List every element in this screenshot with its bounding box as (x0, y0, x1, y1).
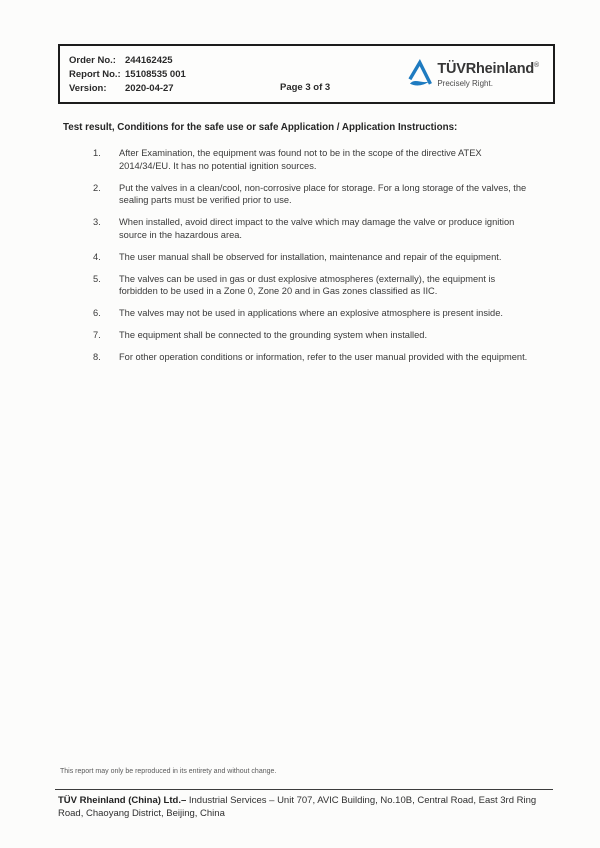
list-item (93, 351, 535, 364)
section-title: Test result, Conditions for the safe use or safe Application / Application Instructions: (63, 122, 458, 133)
list-item (93, 147, 535, 172)
item-number: 3. (93, 217, 101, 227)
conditions-list (93, 147, 535, 373)
item-number: 8. (93, 352, 101, 362)
logo-text (437, 57, 539, 88)
order-no-row (69, 54, 186, 68)
company-address (58, 794, 560, 820)
item-number: 5. (93, 273, 101, 284)
report-header-box (58, 44, 555, 104)
item-number: 7. (93, 330, 101, 340)
logo-brand (437, 57, 539, 78)
page-indicator: Page 3 of 3 (280, 82, 331, 93)
list-item (93, 329, 535, 342)
list-item (93, 182, 535, 207)
item-number: 6. (93, 308, 101, 318)
footer-divider (55, 789, 553, 790)
item-text: When installed, avoid direct impact to the valve which may damage the valve or produce ignition source in the hazardous area. (119, 217, 515, 240)
tuv-rheinland-logo (406, 57, 539, 89)
version-value: 2020-04-27 (125, 83, 174, 94)
item-text: For other operation conditions or information, refer to the user manual provided with the equipment. (119, 352, 528, 362)
list-item (93, 251, 535, 264)
item-text: The equipment shall be connected to the grounding system when installed. (119, 330, 428, 340)
report-no-value: 15108535 001 (125, 69, 186, 80)
item-number: 1. (93, 148, 101, 158)
logo-brand-name: TÜVRheinland (437, 60, 535, 77)
list-item (93, 273, 535, 298)
order-no-label: Order No.: (69, 55, 116, 66)
list-item (93, 216, 535, 241)
version-row (69, 82, 186, 96)
item-text: After Examination, the equipment was found not to be in the scope of the directive ATEX 2014/34/EU. It has no potential ignition sources. (119, 148, 482, 171)
item-text: The valves may not be used in applications where an explosive atmosphere is present inside. (119, 308, 503, 318)
report-no-label: Report No.: (69, 69, 121, 80)
registered-mark: ® (534, 62, 539, 69)
report-meta-fields (69, 54, 186, 96)
item-text: Put the valves in a clean/cool, non-corrosive place for storage. For a long storage of the valves, the sealing parts must be verified prior to use. (119, 182, 527, 205)
company-name: TÜV Rheinland (China) Ltd.– (58, 795, 187, 806)
item-text: The valves can be used in gas or dust explosive atmospheres (externally), the equipment is forbidden to be used in a Zone 0, Zone 20 and in Gas zones classified as IIC. (119, 273, 496, 296)
tuv-triangle-icon (406, 59, 432, 89)
company-address-rest: Industrial Services – Unit 707, AVIC Building, No.10B, Central Road, East 3rd Ring Road, Chaoyang District, Beijing, China (58, 795, 537, 819)
version-label: Version: (69, 83, 107, 94)
order-no-value: 244162425 (125, 55, 173, 66)
list-item (93, 307, 535, 320)
logo-tagline: Precisely Right. (437, 78, 493, 88)
item-text: The user manual shall be observed for installation, maintenance and repair of the equipment. (119, 251, 502, 262)
reproduction-notice: This report may only be reproduced in its entirety and without change. (60, 768, 277, 775)
item-number: 2. (93, 182, 101, 193)
item-number: 4. (93, 251, 101, 262)
report-no-row (69, 68, 186, 82)
